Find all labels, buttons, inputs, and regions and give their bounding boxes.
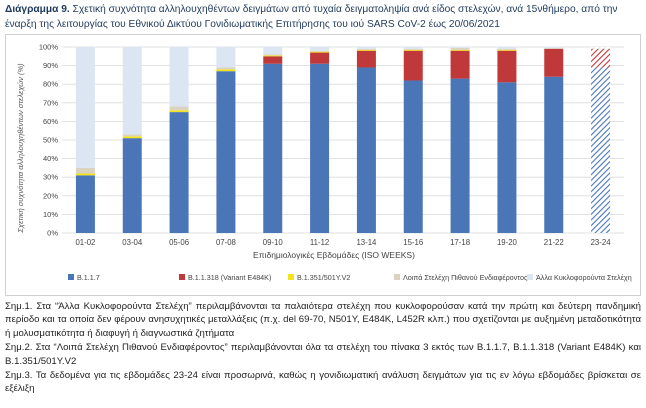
bar-segment (123, 138, 142, 233)
bar-segment (263, 47, 282, 54)
y-tick-label: 50% (42, 135, 58, 145)
bar-segment (404, 80, 423, 233)
bar-segment (451, 79, 470, 233)
bar-segment (544, 77, 563, 233)
legend-swatch (527, 274, 533, 280)
bar-segment (310, 47, 329, 51)
bar-segment (76, 175, 95, 233)
bar-segment (357, 49, 376, 50)
legend-swatch (288, 274, 294, 280)
x-tick-label: 23-24 (590, 238, 611, 247)
chart-legend (68, 273, 632, 282)
legend-label: B.1.1.7 (77, 273, 100, 282)
bar-segment (544, 47, 563, 48)
bar-segment (170, 110, 189, 112)
bar-segment (497, 47, 516, 49)
note-2: Σημ.2. Στα “Λοιπά Στελέχη Πιθανού Ενδιαφέροντος” περιλαμβάνονται όλα τα στελέχη του πίνακα 3 εκτός των B.1.1.7, B.1.1.318 (Variant E484K) και B.1.351/501Y.V2 (5, 342, 641, 367)
bar-segment (216, 69, 235, 71)
y-tick-label: 90% (42, 61, 58, 71)
bar-segment (263, 55, 282, 56)
bar-segment (263, 64, 282, 233)
bar-segment (310, 53, 329, 64)
bar-segment (76, 168, 95, 174)
bar-segment (451, 50, 470, 51)
caption-text: Σχετική συχνότητα αλληλουχηθέντων δειγμάτων από τυχαία δειγματοληψία ανά είδος στελεχών, ανά 15νθήμερο, από την έναρξη της λειτουργίας του Εθνικού Δικτύου Γονιδιωματικής Επιτήρησης του ιού SARS CoV-2 έως 20/06/2021 (5, 4, 618, 30)
bar-segment (170, 47, 189, 107)
bar-segment (591, 67, 610, 233)
y-tick-label: 10% (42, 209, 58, 219)
bar-segment (123, 47, 142, 134)
x-tick-label: 11-12 (309, 238, 330, 247)
bar-segment (357, 50, 376, 51)
bar-segment (123, 136, 142, 138)
bar-segment (357, 47, 376, 49)
x-tick-label: 01-02 (75, 238, 96, 247)
caption-label: Διάγραμμα 9. (5, 4, 70, 15)
bar-segment (404, 49, 423, 50)
bar-segment (591, 48, 610, 49)
bar-segment (170, 107, 189, 111)
note-3: Σημ.3. Τα δεδομένα για τις εβδομάδες 23-24 είναι προσωρινά, καθώς η γονιδιωματική ανάλυση δειγμάτων για τις εν λόγω εβδομάδες βρίσκεται σε εξέλιξη (5, 370, 641, 395)
bar-segment (591, 49, 610, 68)
legend-swatch (68, 274, 74, 280)
bar-segment (544, 48, 563, 49)
y-tick-label: 40% (42, 154, 58, 164)
bar-segment (451, 47, 470, 48)
y-tick-label: 80% (42, 79, 58, 89)
x-tick-label: 05-06 (169, 238, 190, 247)
stacked-bar-chart (6, 35, 640, 295)
bar-segment (310, 64, 329, 233)
y-tick-label: 70% (42, 98, 58, 108)
y-axis-label: Σχετική συχνότητα αλληλουχηθέντων στελεχών (%) (16, 63, 25, 233)
y-tick-label: 30% (42, 172, 58, 182)
legend-swatch (179, 274, 185, 280)
x-axis-label: Επιδημιολογικές Εβδομάδες (ISO WEEKS) (253, 250, 415, 260)
bar-segment (263, 56, 282, 63)
legend-swatch (394, 274, 400, 280)
x-tick-label: 19-20 (496, 238, 517, 247)
bar-segment (404, 51, 423, 81)
bar-segment (76, 47, 95, 168)
bar-segment (310, 51, 329, 52)
bar-segment (404, 47, 423, 49)
x-tick-label: 03-04 (122, 238, 143, 247)
bar-segment (451, 48, 470, 50)
bar-segment (497, 50, 516, 51)
x-tick-label: 21-22 (543, 238, 564, 247)
bar-segment (357, 67, 376, 233)
bar-segment (216, 71, 235, 233)
bar-segment (76, 173, 95, 175)
chart-container (5, 34, 641, 296)
bar-segment (170, 112, 189, 233)
note-1: Σημ.1. Στα “Άλλα Κυκλοφορούντα Στελέχη” περιλαμβάνονται τα παλαιότερα στελέχη που κυκλοφορούσαν κατά την πρώτη και δεύτερη πανδημική περίοδο και τα οποία δεν φέρουν ανησυχητικές μεταλλάξεις (π.χ. del 69-70, N501Y, E484K, L452R κλπ.) που σχετίζονται με αυξημένη μεταδοτικότητα ή μολυσματικότητα ή διαφυγή ή διαγνωστικά ζητήματα (5, 301, 641, 339)
x-tick-label: 17-18 (450, 238, 471, 247)
bar-segment (263, 54, 282, 55)
figure-caption (5, 2, 641, 32)
x-tick-label: 13-14 (356, 238, 377, 247)
bar-segment (451, 51, 470, 79)
bar-segment (123, 134, 142, 136)
bar-segment (497, 49, 516, 50)
legend-label: B.1.1.318 (Variant E484K) (188, 273, 272, 282)
bar-segment (216, 67, 235, 69)
x-tick-label: 15-16 (403, 238, 424, 247)
x-tick-label: 07-08 (215, 238, 236, 247)
bar-segment (404, 50, 423, 51)
bar-segment (497, 82, 516, 233)
bar-segment (357, 51, 376, 68)
bar-segment (216, 47, 235, 67)
legend-label: B.1.351/501Y.V2 (297, 273, 351, 282)
y-tick-label: 20% (42, 191, 58, 201)
bar-segment (310, 52, 329, 53)
legend-label: Λοιπά Στελέχη Πιθανού Ενδιαφέροντος (403, 273, 528, 282)
bar-segment (544, 49, 563, 77)
x-tick-label: 09-10 (262, 238, 283, 247)
legend-label: Άλλα Κυκλοφορούντα Στελέχη (536, 273, 632, 282)
y-tick-label: 0% (47, 228, 58, 238)
bar-segment (497, 51, 516, 83)
notes-section (5, 300, 641, 397)
y-tick-label: 100% (38, 42, 58, 52)
bar-segment (591, 47, 610, 48)
y-tick-label: 60% (42, 116, 58, 126)
